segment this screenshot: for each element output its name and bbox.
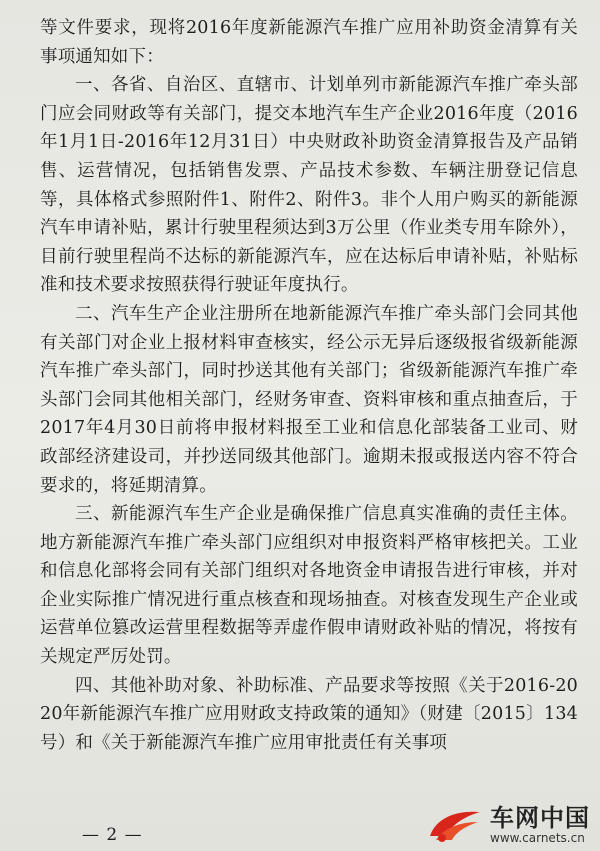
document-body (40, 14, 578, 757)
car-logo-icon (426, 806, 484, 844)
paragraph-item-1: 一、各省、自治区、直辖市、计划单列市新能源汽车推广牵头部门应会同财政等有关部门，提交本地汽车生产企业2016年度（2016年1月1日-2016年12月31日）中央财政补助资金清算报告及产品销售、运营情况，包括销售发票、产品技术参数、车辆注册登记信息等，具体格式参照附件1、附件2、附件3。非个人用户购买的新能源汽车申请补贴，累计行驶里程须达到3万公里（作业类专用车除外），目前行驶里程尚不达标的新能源汽车，应在达标后申请补贴，补贴标准和技术要求按照获得行驶证年度执行。 (40, 75, 578, 296)
watermark-url: www.carnets.cn (490, 831, 585, 845)
paragraph-item-2: 二、汽车生产企业注册所在地新能源汽车推广牵头部门会同其他有关部门对企业上报材料审查核实，经公示无异后逐级报省级新能源汽车推广牵头部门，同时抄送其他有关部门；省级新能源汽车推广牵头部门会同其他相关部门，经财务审查、资料审核和重点抽查后，于2017年4月30日前将申报材料报至工业和信息化部装备工业司、财政部经济建设司，并抄送同级其他部门。逾期未报或报送内容不符合要求的，将延期清算。 (40, 303, 578, 496)
paragraph-item-4: 四、其他补助对象、补助标准、产品要求等按照《关于2016-2020年新能源汽车推广应用财政支持政策的通知》（财建〔2015〕134号）和《关于新能源汽车推广应用审批责任有关事项 (40, 675, 578, 753)
site-watermark (426, 805, 590, 845)
page-number: — 2 — (82, 825, 143, 845)
paragraph-item-3: 三、新能源汽车生产企业是确保推广信息真实准确的责任主体。地方新能源汽车推广牵头部门应组织对申报资料严格审核把关。工业和信息化部将会同有关部门组织对各地资金申请报告进行审核，并对企业实际推广情况进行重点核查和现场抽查。对核查发现生产企业或运营单位篡改运营里程数据等弄虚作假申请财政补贴的情况，将按有关规定严厉处罚。 (40, 504, 578, 668)
watermark-name: 车网中国 (490, 804, 590, 832)
paragraph-intro: 等文件要求，现将2016年度新能源汽车推广应用补助资金清算有关事项通知如下： (40, 18, 578, 67)
